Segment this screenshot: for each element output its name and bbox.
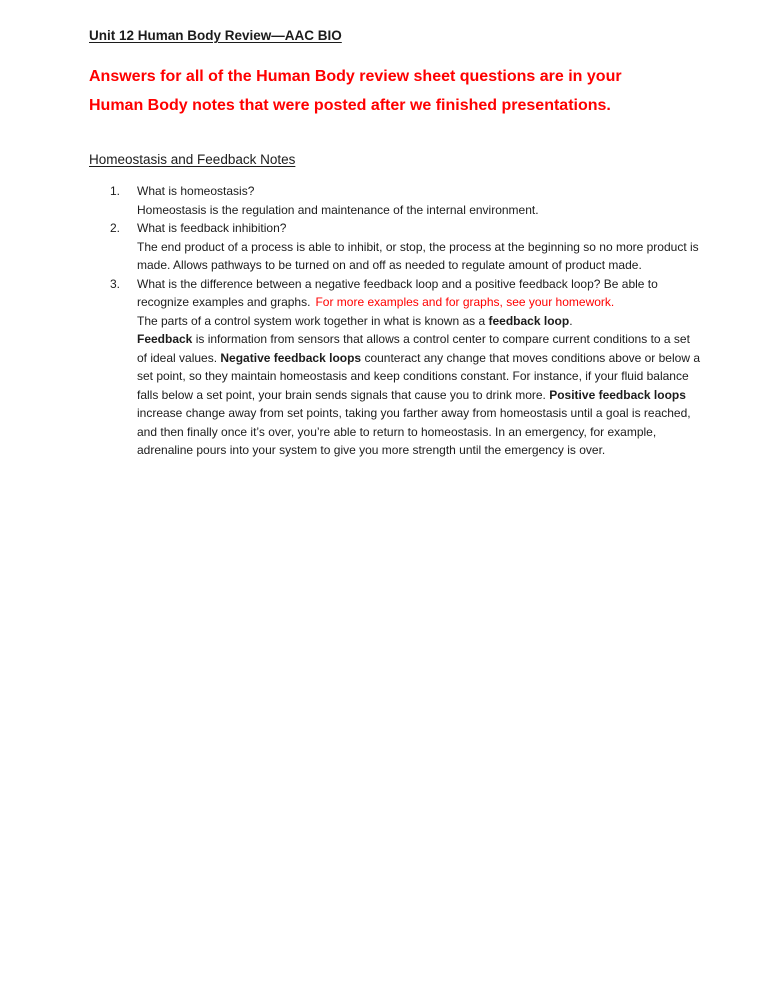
question-text: What is the difference between a negative feedback loop and a positive feedback loop? Be able to recognize examples and graphs. For more examples and for graphs, see your homework. [137, 276, 658, 309]
question-text: What is feedback inhibition? [137, 221, 287, 235]
answer-text: Feedback is information from sensors that allows a control center to compare current conditions to a set of ideal values. Negative feedback loops counteract any change that moves conditions above or below a set point, so they maintain homeostasis and keep conditions constant. For instance, if your fluid balance falls below a set point, your brain sends signals that cause you to drink more. Positive feedback loops increase change away from set points, taking you farther away from homeostasis until a goal is reached, and then finally once it’s over, you’re able to return to homeostasis. In an emergency, for example, adrenaline pours into your system to give you more strength until the emergency is over. [137, 332, 700, 457]
section-heading [89, 151, 702, 169]
question-item-3 [89, 275, 702, 460]
question-item-2 [89, 219, 702, 275]
notice-text [89, 62, 702, 120]
item-number: 1. [110, 184, 121, 198]
question-text: What is homeostasis? [137, 184, 255, 198]
doc-title-text: Unit 12 Human Body Review—AAC BIO [89, 28, 342, 43]
notice-line-1: Answers for all of the Human Body review sheet questions are in your [89, 68, 622, 85]
term-positive-feedback-loops: Positive feedback loops [549, 387, 686, 402]
answer-text: The end product of a process is able to inhibit, or stop, the process at the beginning so no more product is made. Allows pathways to be turned on and off as needed to regulate amount of product made. [137, 239, 699, 272]
term-negative-feedback-loops: Negative feedback loops [220, 350, 362, 365]
answer-text: The parts of a control system work together in what is known as a feedback loop. [137, 313, 573, 328]
section-heading-text: Homeostasis and Feedback Notes [89, 152, 296, 167]
question-list [89, 182, 702, 460]
term-feedback: Feedback [137, 332, 193, 346]
item-number: 2. [110, 221, 121, 235]
term-feedback-loop: feedback loop [488, 313, 570, 328]
notice-line-2: Human Body notes that were posted after we finished presentations. [89, 97, 611, 114]
answer-text: Homeostasis is the regulation and maintenance of the internal environment. [137, 202, 539, 217]
question-item-1 [89, 182, 702, 219]
doc-title [89, 27, 702, 44]
red-note: For more examples and for graphs, see your homework. [315, 295, 615, 309]
item-number: 3. [110, 276, 121, 291]
